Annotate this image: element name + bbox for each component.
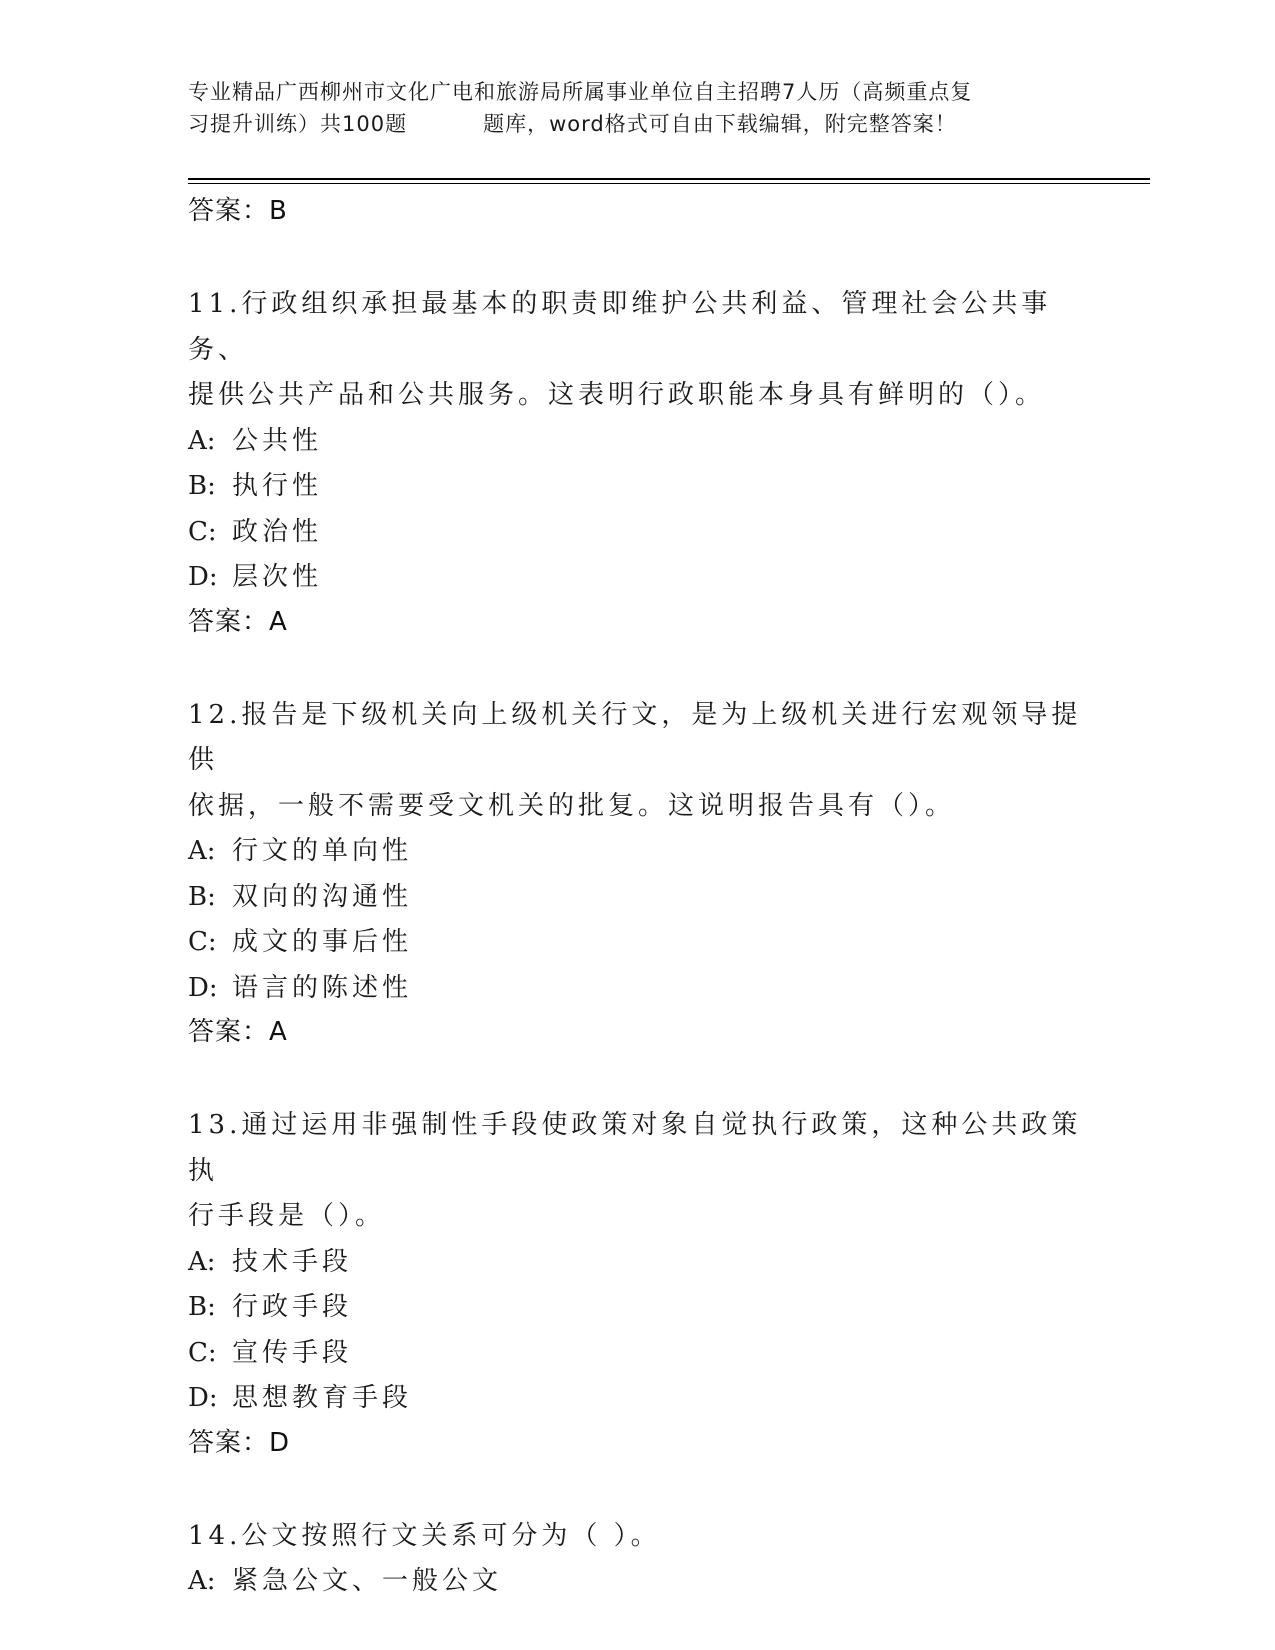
question-item [188,1514,1108,1605]
question-text-line-2: 提供公共产品和公共服务。这表明行政职能本身具有鲜明的（）。 [188,380,1046,410]
question-list [188,190,1108,1605]
page-header [188,76,1088,140]
question-stem [188,282,1108,419]
question-text-line-1: 行政组织承担最基本的职责即维护公共利益、管理社会公共事务、 [188,289,1052,365]
header-line-1: 专业精品广西柳州市文化广电和旅游局所属事业单位自主招聘7人历（高频重点复 [188,80,973,104]
option-c: C: 政治性 [188,516,323,547]
option-d: D: 语言的陈述性 [188,972,413,1003]
option-d: D: 层次性 [188,562,323,592]
question-text-line-1: 通过运用非强制性手段使政策对象自觉执行政策，这种公共政策执 [188,1110,1082,1186]
header-divider [188,178,1150,180]
question-number: 11. [188,289,242,319]
question-number: 13. [188,1110,242,1140]
question-stem [188,1103,1108,1240]
previous-answer: 答案：B [188,196,288,226]
header-title-end: 习提升训练）共100题 [188,112,408,136]
question-number: 12. [188,699,242,730]
answer: 答案：A [188,606,288,637]
option-a: A: 技术手段 [188,1246,353,1277]
option-b: B: 执行性 [188,471,323,501]
question-text-line-2: 行手段是（）。 [188,1201,386,1231]
header-tagline: 题库，word格式可自由下载编辑，附完整答案！ [483,112,957,136]
question-item [188,693,1108,1104]
option-c: C: 宣传手段 [188,1337,353,1368]
option-a: A: 行文的单向性 [188,836,413,866]
question-number: 14. [188,1520,242,1551]
option-a: A: 紧急公文、一般公文 [188,1566,503,1596]
question-item [188,1103,1108,1514]
question-stem [188,1514,1108,1560]
option-a: A: 公共性 [188,425,323,456]
answer: 答案：D [188,1427,291,1458]
question-text-line-1: 公文按照行文关系可分为（ ）。 [241,1520,661,1551]
question-text-line-1: 报告是下级机关向上级机关行文，是为上级机关进行宏观领导提供 [188,699,1082,775]
option-b: B: 双向的沟通性 [188,881,413,912]
option-b: B: 行政手段 [188,1292,353,1322]
header-line-2 [188,108,1088,140]
option-d: D: 思想教育手段 [188,1383,413,1413]
answer: 答案：A [188,1017,288,1047]
question-stem [188,693,1108,830]
question-text-line-2: 依据，一般不需要受文机关的批复。这说明报告具有（）。 [188,790,956,821]
header-divider-thin [188,183,1150,184]
option-c: C: 成文的事后性 [188,927,413,957]
question-item [188,282,1108,693]
